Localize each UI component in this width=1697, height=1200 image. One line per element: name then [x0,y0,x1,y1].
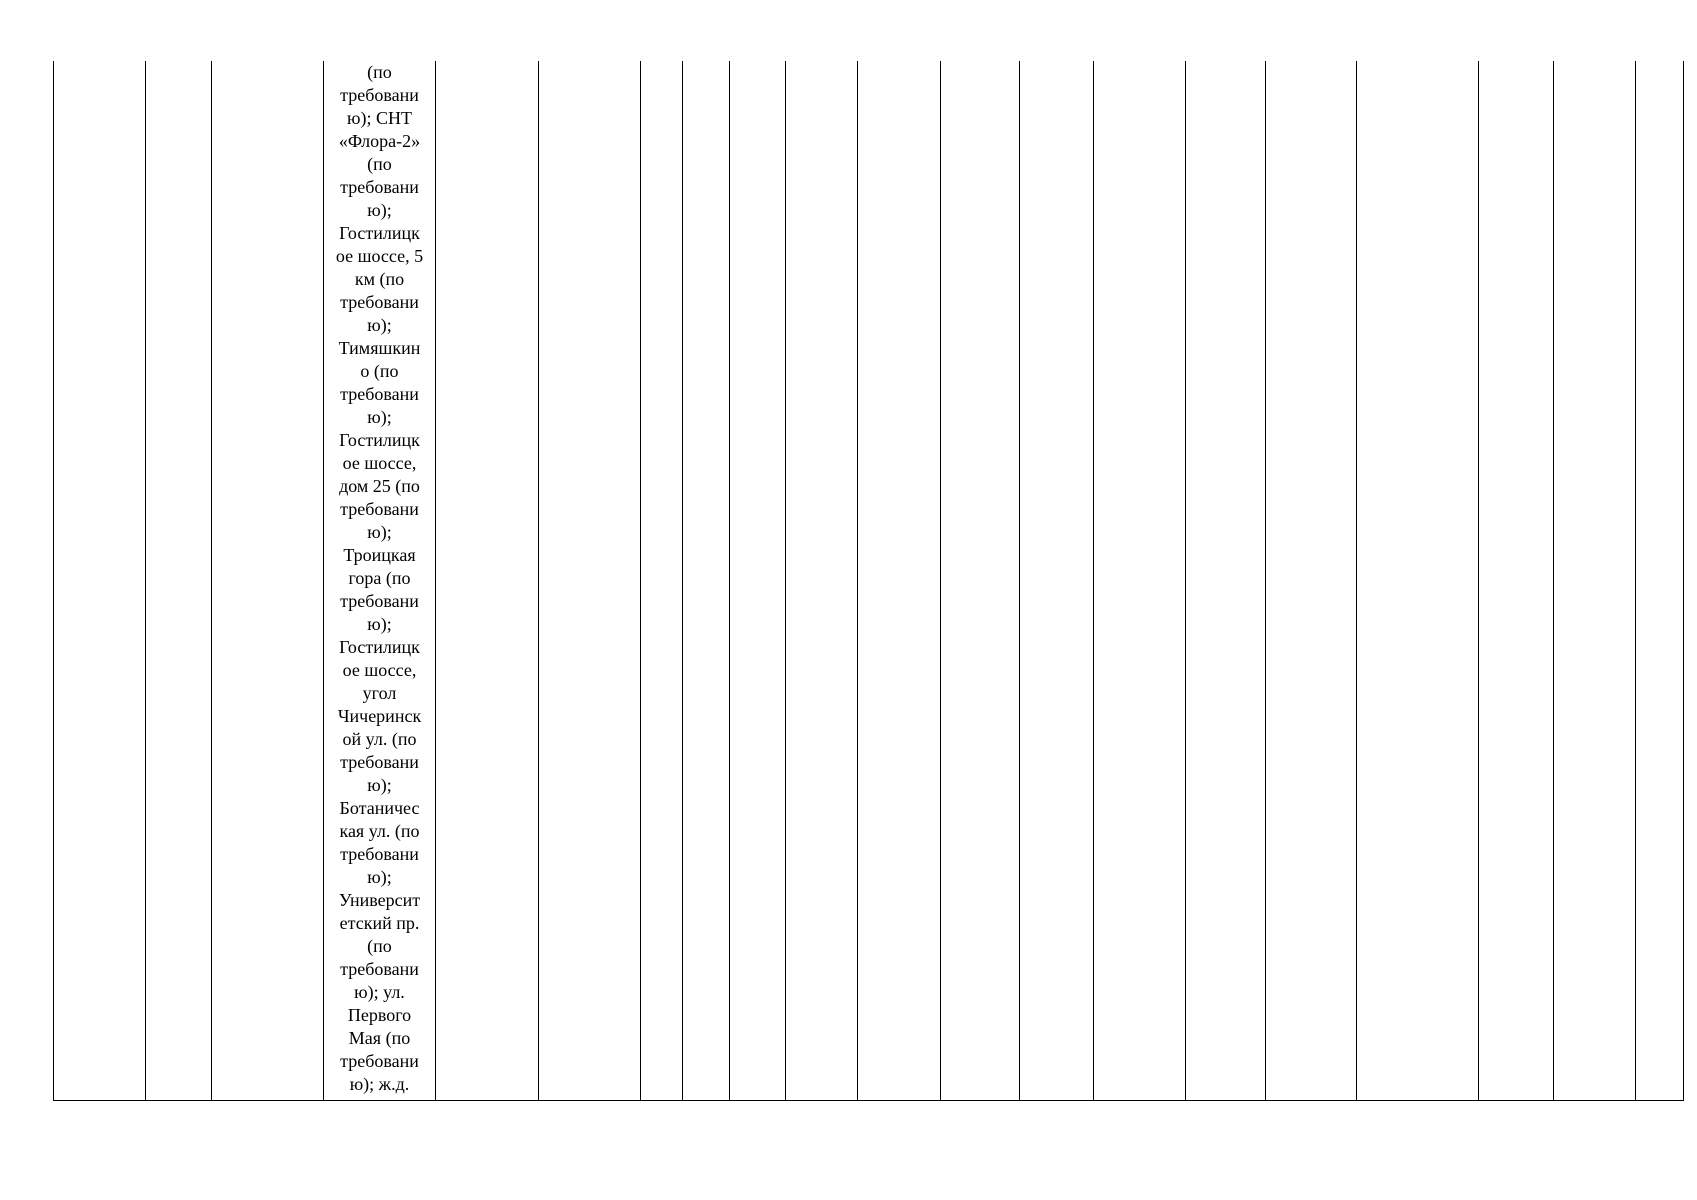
table-cell-1 [54,61,146,1101]
table-cell-14 [1094,61,1186,1101]
table-cell-15 [1186,61,1266,1101]
stops-cell: (по требовани ю); СНТ «Флора-2» (по требовани ю); Гостилицк ое шоссе, 5 км (по требовани ю); Тимяшкин о (по требовани ю); Гостилицк ое шоссе, дом 25 (по требовани ю); Троицкая гора (по требовани ю); Гостилицк ое шоссе, угол Чичеринск ой ул. (по требовани ю); Ботаничес кая ул. (по требовани ю); Университ етский пр. (по требовани ю); ул. Первого Мая (по требовани ю); ж.д. [324,61,436,1101]
route-table-fragment [53,61,1684,1101]
table-cell-7 [641,61,683,1101]
table-cell-8 [683,61,730,1101]
table-cell-6 [539,61,641,1101]
table-cell-5 [436,61,539,1101]
table-cell-3 [212,61,324,1101]
table-cell-9 [730,61,786,1101]
table-cell-2 [146,61,212,1101]
table-cell-19 [1554,61,1636,1101]
table-cell-11 [858,61,941,1101]
table-row [54,61,1684,1101]
table-cell-12 [941,61,1020,1101]
table-cell-10 [786,61,858,1101]
table-cell-18 [1479,61,1554,1101]
table-cell-17 [1357,61,1479,1101]
table-cell-16 [1266,61,1357,1101]
table-cell-13 [1020,61,1094,1101]
table-cell-20 [1636,61,1684,1101]
